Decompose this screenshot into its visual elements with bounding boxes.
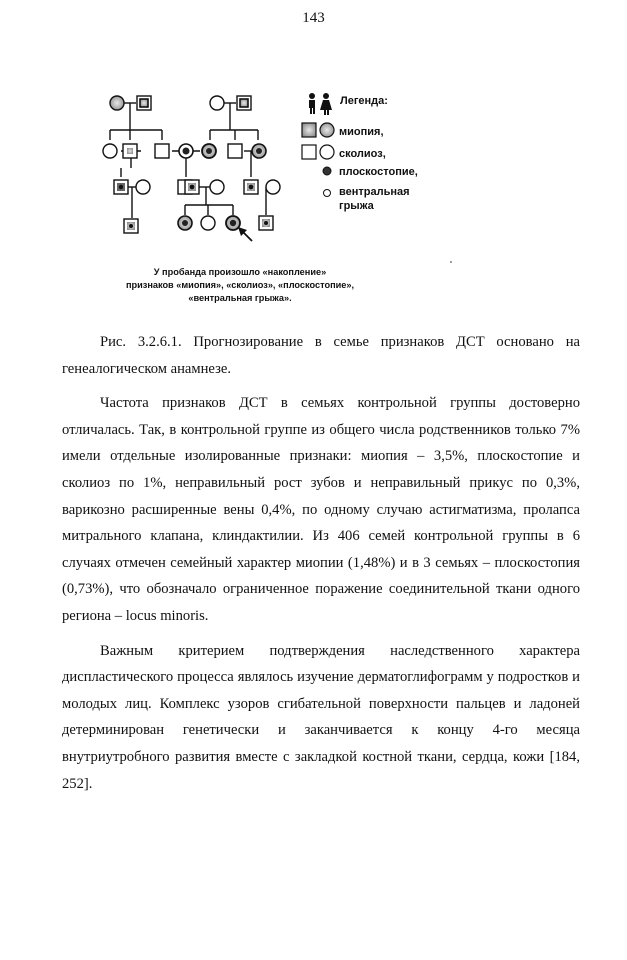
- pedigree-gen2-male: [228, 144, 242, 158]
- legend-title: Легенда:: [340, 95, 388, 107]
- figure-caption-line: признаков «миопия», «сколиоз», «плоскостопие»,: [125, 279, 355, 290]
- figure-caption: [90, 266, 390, 304]
- pedigree-gen3-female: [266, 180, 280, 194]
- figure-description-paragraph: Рис. 3.2.6.1. Прогнозирование в семье признаков ДСТ основано на генеалогическом анамнезе.: [62, 334, 580, 377]
- pedigree-gen3-male-affected: [114, 180, 128, 194]
- legend-myopia-square: [302, 123, 316, 137]
- pedigree-gen1-male-affected: [137, 96, 151, 110]
- legend-scoliosis-square: [302, 145, 316, 159]
- paragraph-control-group: Частота признаков ДСТ в семьях контрольной группы достоверно отличалась. Так, в контрольной группе из общего числа родственников только 7% имели отдельные изолированные признаки: миопия – 3,5%, плоскостопие и сколиоз по 1%, неправильный рост зубов и неправильный прикус по 0,3%, варикозно расширенные вены 0,4%, по одному случаю астигматизма, пролапса митрального клапана, клиндактилии. Из 406 семей контрольной группы в 6 случаях отмечен семейный характер миопии (1,48%) и в 3 семьях – плоскостопия (0,73%), что обозначало ограниченное поражение соединительной ткани одного региона – locus minoris.: [62, 395, 580, 624]
- legend-label-scoliosis: сколиоз,: [339, 148, 386, 160]
- body-text: [62, 329, 580, 797]
- figure-caption-line: «вентральная грыжа».: [188, 292, 292, 303]
- proband-arrow-icon: [238, 227, 252, 241]
- pedigree-gen1-male-affected: [237, 96, 251, 110]
- pedigree-proband: [226, 216, 240, 230]
- pedigree-gen3-female: [210, 180, 224, 194]
- pedigree-gen3-female: [136, 180, 150, 194]
- legend-myopia-circle: [320, 123, 334, 137]
- page-number: 143: [302, 10, 325, 26]
- pedigree-gen4-male-affected: [124, 219, 138, 233]
- legend-flatfoot-dot: [323, 167, 331, 175]
- legend-label-hernia-1: вентральная: [339, 186, 410, 198]
- legend-scoliosis-circle: [320, 145, 334, 159]
- scan-speck: [450, 261, 452, 263]
- paragraph-dermatoglyphics: Важным критерием подтверждения наследственного характера диспластического процесса являлось изучение дерматоглифограмм у подростков и молодых лиц. Комплекс узоров сгибательной поверхности пальцев и ладоней детерминирован генетически и заканчивается к концу 4-го месяца внутриутробного развития вместе с закладкой костной ткани, сердца, кожи [184, 252].: [62, 642, 580, 792]
- pedigree-gen2-male: [155, 144, 169, 158]
- pedigree-gen2-female: [103, 144, 117, 158]
- legend-label-flatfoot: плоскостопие,: [339, 166, 418, 178]
- legend-label-myopia: миопия,: [339, 126, 384, 138]
- pedigree-gen2-male-myopia: [123, 144, 137, 158]
- pedigree-gen3-male-affected: [244, 180, 258, 194]
- pedigree-gen4-female: [201, 216, 215, 230]
- pedigree-gen2-female-affected: [179, 144, 193, 158]
- figure-caption-line: У пробанда произошло «накопление»: [153, 267, 327, 277]
- pedigree-gen1-female-myopia: [110, 96, 124, 110]
- pedigree-gen1-female: [210, 96, 224, 110]
- pedigree-gen4-male-affected: [259, 216, 273, 230]
- legend-hernia-circle: [324, 190, 331, 197]
- pedigree-gen3-male-affected: [185, 180, 199, 194]
- legend-label-hernia-2: грыжа: [339, 200, 374, 212]
- pedigree-gen2-female-affected: [252, 144, 266, 158]
- pedigree-gen2-female-affected: [202, 144, 216, 158]
- pedigree-gen4-female-affected: [178, 216, 192, 230]
- legend-person-icons: [309, 93, 332, 115]
